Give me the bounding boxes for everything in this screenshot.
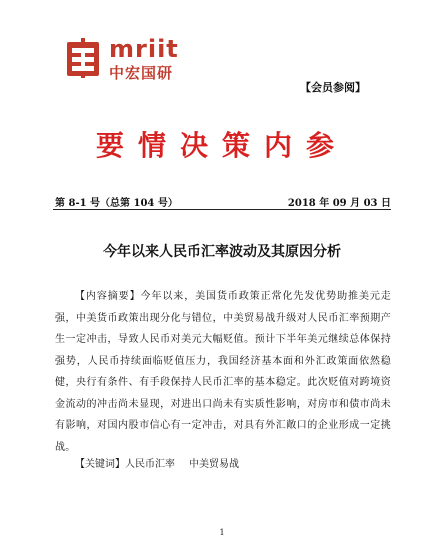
abstract-text: 【内容摘要】今年以来，美国货币政策正常化先发优势助推美元走强，中美货币政策出现分化与错位，中美贸易战升级对人民币汇率预期产生一定冲击，导致人民币对美元大幅贬值。预计下半年美元继续总体保持强势，人民币持续面临贬值压力，我国经济基本面和外汇政策面依然稳健，央行有条件、有手段保持人民币汇率的基本稳定。此次贬值对跨境资金流动的冲击尚未显现，对进出口尚未有实质性影响，对房市和债市尚未有影响，对国内股市信心有一定冲击，对具有外汇敞口的企业形成一定挑战。 [55, 291, 391, 453]
logo-text-en: mriit [109, 35, 179, 63]
article-title: 今年以来人民币汇率波动及其原因分析 [103, 244, 341, 260]
divider-rule [53, 209, 391, 210]
keywords-label: 【关键词】 [75, 459, 125, 470]
page-number: 1 [219, 528, 225, 537]
keyword-item: 人民币汇率 [125, 459, 175, 470]
keywords-line [75, 455, 253, 470]
mriit-logo [65, 35, 195, 84]
publication-title: 要情决策内参 [95, 129, 348, 162]
abstract-paragraph [55, 286, 391, 458]
issue-date: 2018 年 09 月 03 日 [287, 198, 391, 209]
keyword-item: 中美贸易战 [189, 459, 239, 470]
issue-number: 第 8-1 号（总第 104 号） [55, 198, 178, 209]
logo-text-cn: 中宏国研 [109, 64, 174, 82]
logo-mark-icon [65, 38, 101, 78]
member-badge: 【会员参阅】 [300, 81, 366, 94]
